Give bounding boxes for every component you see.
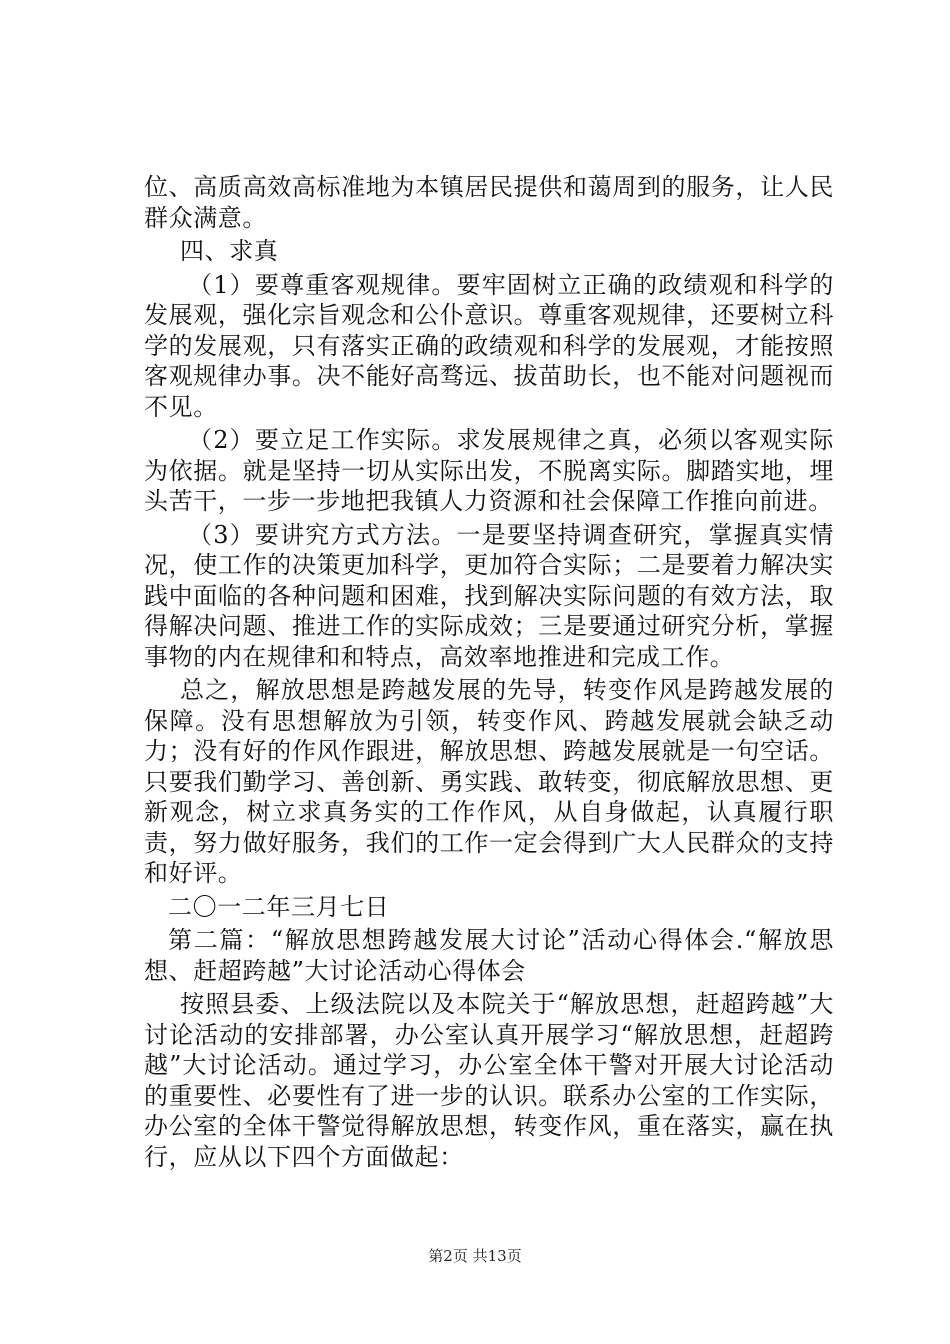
paragraph-continuation: 位、高质高效高标准地为本镇居民提供和蔼周到的服务，让人民群众满意。 xyxy=(144,173,834,232)
second-article-title: 第二篇：“解放思想跨越发展大讨论”活动心得体会.“解放思想、赶超跨越”大讨论活动心得体会 xyxy=(144,926,834,985)
date-line: 二〇一二年三月七日 xyxy=(168,892,390,921)
paragraph-point-3: （3）要讲究方式方法。一是要坚持调查研究，掌握真实情况，使工作的决策更加科学，更加符合实际；二是要着力解决实践中面临的各种问题和困难，找到解决实际问题的有效方法，取得解决问题、推进工作的实际成效；三是要通过研究分析，掌握事物的内在规律和和特点，高效率地推进和完成工作。 xyxy=(144,520,834,671)
paragraph-point-1: （1）要尊重客观规律。要牢固树立正确的政绩观和科学的发展观，强化宗旨观念和公仆意识。尊重客观规律，还要树立科学的发展观，只有落实正确的政绩观和科学的发展观，才能按照客观规律办事。决不能好高骛远、拔苗助长，也不能对问题视而不见。 xyxy=(144,270,834,421)
paragraph-summary: 总之，解放思想是跨越发展的先导，转变作风是跨越发展的保障。没有思想解放为引领，转变作风、跨越发展就会缺乏动力；没有好的作风作跟进，解放思想、跨越发展就是一句空话。只要我们勤学习、善创新、勇实践、敢转变，彻底解放思想、更新观念，树立求真务实的工作作风，从自身做起，认真履行职责，努力做好服务，我们的工作一定会得到广大人民群众的支持和好评。 xyxy=(144,676,834,887)
paragraph-second-article-intro: 按照县委、上级法院以及本院关于“解放思想，赶超跨越”大讨论活动的安排部署，办公室认真开展学习“解放思想，赶超跨越”大讨论活动。通过学习，办公室全体干警对开展大讨论活动的重要性、必要性有了进一步的认识。联系办公室的工作实际，办公室的全体干警觉得解放思想，转变作风，重在落实，赢在执行，应从以下四个方面做起： xyxy=(144,990,834,1171)
paragraph-point-2: （2）要立足工作实际。求发展规律之真，必须以客观实际为依据。就是坚持一切从实际出发，不脱离实际。脚踏实地，埋头苦干，一步一步地把我镇人力资源和社会保障工作推向前进。 xyxy=(144,426,834,515)
page-number-footer: 第2页 共13页 xyxy=(428,1247,522,1265)
section-heading-qiuzhen: 四、求真 xyxy=(180,237,279,265)
document-body xyxy=(144,172,834,1172)
